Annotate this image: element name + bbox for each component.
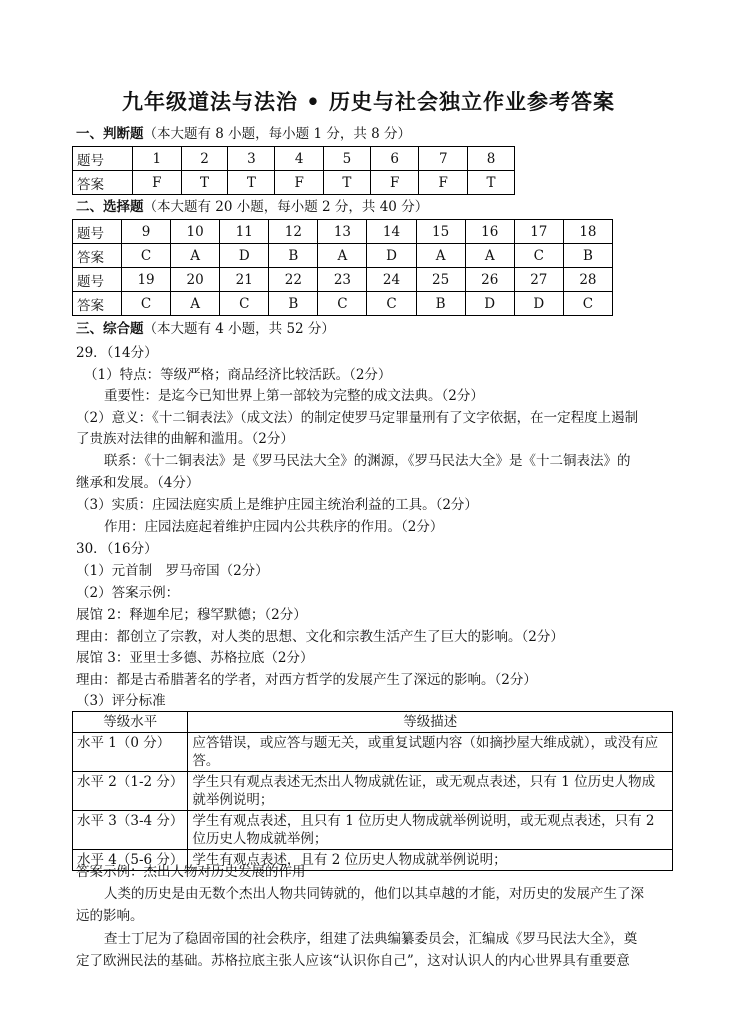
table-cell: C <box>514 244 563 268</box>
table-cell: T <box>228 171 275 195</box>
scoring-level-table <box>72 711 673 871</box>
table-cell: C <box>122 244 171 268</box>
table-cell: 17 <box>514 220 563 244</box>
table-cell: 27 <box>514 268 563 292</box>
table-cell: 5 <box>323 147 370 171</box>
table-row <box>73 268 613 292</box>
sample-answer-line: 定了欧洲民法的基础。苏格拉底主张人应该“认识你自己”，这对认识人的内心世界具有重要意 <box>76 953 630 969</box>
choice-answer-table <box>72 219 613 316</box>
level-cell: 水平 4（5-6 分） <box>73 850 188 871</box>
table-row <box>73 171 515 195</box>
table-cell: 6 <box>370 147 419 171</box>
table-cell: 14 <box>367 220 416 244</box>
answer-line: 联系：《十二铜表法》是《罗马民法大全》的渊源，《罗马民法大全》是《十二铜表法》的 <box>104 453 631 469</box>
table-row <box>73 811 673 850</box>
table-cell: F <box>419 171 468 195</box>
table-cell: F <box>133 171 182 195</box>
table-cell: B <box>416 292 465 316</box>
question-29-heading: 29．（14分） <box>76 345 158 361</box>
row-label-answer: 答案 <box>73 244 122 268</box>
table-cell: 2 <box>181 147 228 171</box>
table-cell: T <box>323 171 370 195</box>
level-cell: 水平 2（1-2 分） <box>73 772 188 811</box>
table-cell: 26 <box>465 268 514 292</box>
sample-answer-line: 人类的历史是由无数个杰出人物共同铸就的，他们以其卓越的才能，对历史的发展产生了深 <box>104 886 644 902</box>
description-cell: 学生只有观点表述无杰出人物成就佐证，或无观点表述，只有 1 位历史人物成就举例说明； <box>188 772 673 811</box>
table-cell: 28 <box>563 268 612 292</box>
row-label-answer: 答案 <box>73 171 133 195</box>
section-3-heading <box>76 320 335 338</box>
table-cell: D <box>465 292 514 316</box>
table-header-row <box>73 712 673 733</box>
table-row <box>73 244 613 268</box>
column-header-level: 等级水平 <box>73 712 188 733</box>
table-cell: 8 <box>468 147 515 171</box>
table-cell: 4 <box>275 147 324 171</box>
table-cell: B <box>563 244 612 268</box>
answer-line: 继承和发展。（4分） <box>76 475 200 491</box>
table-cell: T <box>468 171 515 195</box>
table-cell: 20 <box>171 268 220 292</box>
table-cell: D <box>514 292 563 316</box>
section-2-heading <box>76 198 428 216</box>
table-cell: A <box>465 244 514 268</box>
section-2-title: 二、选择题 <box>76 199 144 215</box>
table-cell: F <box>370 171 419 195</box>
table-cell: 21 <box>220 268 269 292</box>
description-cell: 学生有观点表述，且有 2 位历史人物成就举例说明； <box>188 850 673 871</box>
table-cell: 18 <box>563 220 612 244</box>
page-title: 九年级道法与法治 • 历史与社会独立作业参考答案 <box>121 89 616 114</box>
answer-line: （2）意义：《十二铜表法》（成文法）的制定使罗马定罪量刑有了文字依据，在一定程度上遏制 <box>76 410 639 426</box>
answer-line: （2）答案示例： <box>76 585 180 601</box>
column-header-description: 等级描述 <box>188 712 673 733</box>
table-cell: 19 <box>122 268 171 292</box>
description-cell: 应答错误，或应答与题无关，或重复试题内容（如摘抄屋大维成就），或没有应答。 <box>188 733 673 772</box>
table-cell: 24 <box>367 268 416 292</box>
section-1-title: 一、判断题 <box>76 126 144 142</box>
answer-line: 作用：庄园法庭起着维护庄园内公共秩序的作用。（2分） <box>104 519 444 535</box>
table-cell: B <box>269 292 318 316</box>
table-row <box>73 733 673 772</box>
table-cell: 13 <box>318 220 367 244</box>
sample-answer-line: 远的影响。 <box>76 908 144 924</box>
table-cell: 11 <box>220 220 269 244</box>
section-2-note: （本大题有 20 小题，每小题 2 分，共 40 分） <box>143 199 429 215</box>
table-cell: C <box>122 292 171 316</box>
table-cell: 16 <box>465 220 514 244</box>
table-cell: A <box>171 244 220 268</box>
sample-answer-line: 查士丁尼为了稳固帝国的社会秩序，组建了法典编纂委员会，汇编成《罗马民法大全》，奠 <box>104 931 638 947</box>
sample-answer-heading: 答案示例：杰出人物对历史发展的作用 <box>76 864 306 880</box>
table-cell: C <box>367 292 416 316</box>
table-cell: 10 <box>171 220 220 244</box>
section-1-heading <box>76 125 411 143</box>
table-cell: 15 <box>416 220 465 244</box>
judgement-answer-table <box>72 146 515 195</box>
question-30-heading: 30．（16分） <box>76 541 158 557</box>
table-cell: D <box>367 244 416 268</box>
section-3-note: （本大题有 4 小题，共 52 分） <box>143 321 335 337</box>
table-cell: C <box>220 292 269 316</box>
answer-line: 展馆 2：释迦牟尼；穆罕默德；（2分） <box>76 607 307 623</box>
table-cell: 23 <box>318 268 367 292</box>
answer-line: 理由：都是古希腊著名的学者，对西方哲学的发展产生了深远的影响。（2分） <box>76 672 537 688</box>
answer-line: （1）元首制 罗马帝国（2分） <box>76 563 269 579</box>
row-label-number: 题号 <box>73 147 133 171</box>
table-cell: 3 <box>228 147 275 171</box>
level-cell: 水平 1（0 分） <box>73 733 188 772</box>
answer-line: （3）实质：庄园法庭实质上是维护庄园主统治利益的工具。（2分） <box>76 497 478 513</box>
section-3-title: 三、综合题 <box>76 321 144 337</box>
table-cell: A <box>416 244 465 268</box>
table-row <box>73 220 613 244</box>
table-row <box>73 292 613 316</box>
table-cell: 25 <box>416 268 465 292</box>
table-cell: 7 <box>419 147 468 171</box>
table-cell: T <box>181 171 228 195</box>
row-label-answer: 答案 <box>73 292 122 316</box>
level-cell: 水平 3（3-4 分） <box>73 811 188 850</box>
table-cell: F <box>275 171 324 195</box>
scoring-criteria-heading: （3）评分标准 <box>76 693 166 709</box>
table-row <box>73 147 515 171</box>
row-label-number: 题号 <box>73 268 122 292</box>
table-cell: 12 <box>269 220 318 244</box>
table-cell: 9 <box>122 220 171 244</box>
table-cell: A <box>318 244 367 268</box>
table-cell: D <box>220 244 269 268</box>
row-label-number: 题号 <box>73 220 122 244</box>
table-cell: 22 <box>269 268 318 292</box>
table-cell: B <box>269 244 318 268</box>
answer-line: （1）特点：等级严格；商品经济比较活跃。（2分） <box>84 367 392 383</box>
section-1-note: （本大题有 8 小题，每小题 1 分，共 8 分） <box>143 126 412 142</box>
table-cell: C <box>563 292 612 316</box>
answer-line: 了贵族对法律的曲解和滥用。（2分） <box>76 431 294 447</box>
answer-line: 展馆 3：亚里士多德、苏格拉底（2分） <box>76 650 314 666</box>
table-row <box>73 772 673 811</box>
answer-line: 重要性：是迄今已知世界上第一部较为完整的成文法典。（2分） <box>104 388 484 404</box>
table-cell: 1 <box>133 147 182 171</box>
answer-line: 理由：都创立了宗教，对人类的思想、文化和宗教生活产生了巨大的影响。（2分） <box>76 629 564 645</box>
table-cell: C <box>318 292 367 316</box>
table-cell: A <box>171 292 220 316</box>
description-cell: 学生有观点表述，且只有 1 位历史人物成就举例说明，或无观点表述，只有 2 位历史人物成就举例； <box>188 811 673 850</box>
